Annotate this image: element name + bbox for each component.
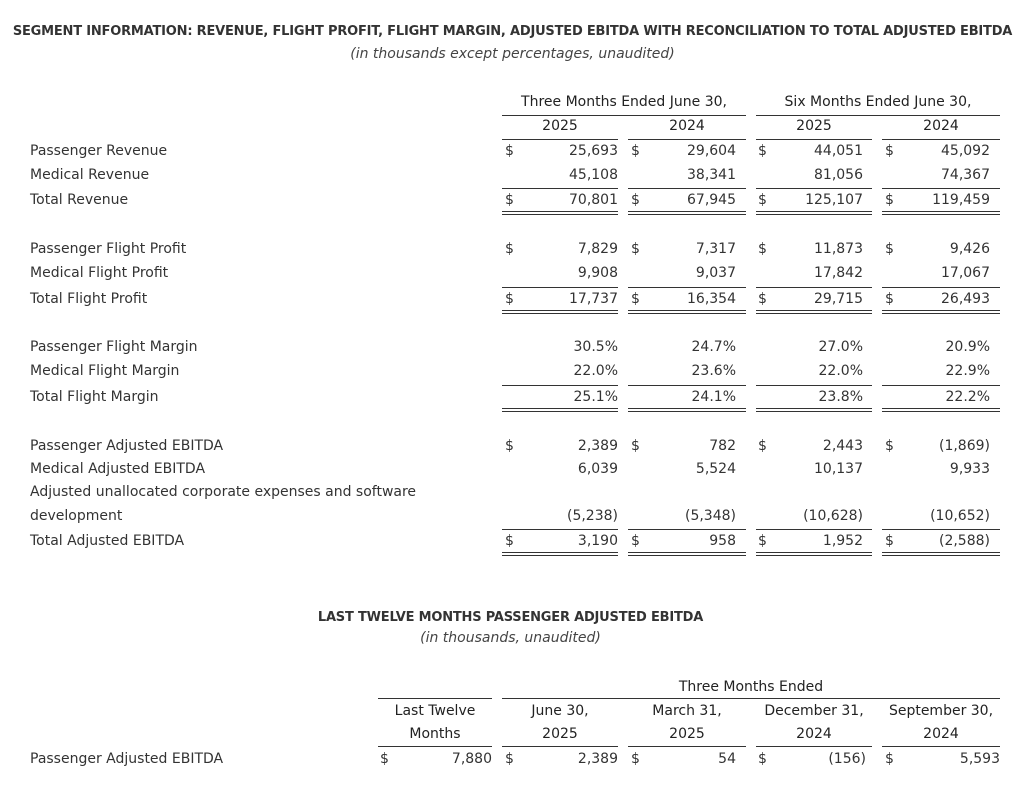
ltm-cell-value: 2,389 (577, 751, 618, 767)
cell-value: 20.9% (945, 339, 990, 355)
currency-symbol: $ (758, 533, 767, 549)
total-double-rule (628, 552, 746, 556)
year-rule (756, 139, 872, 140)
ltm-column-header: December 31, (764, 703, 864, 719)
total-double-rule (882, 408, 1000, 412)
subtotal-rule (756, 188, 872, 189)
currency-symbol: $ (631, 751, 640, 767)
cell-value: 25.1% (573, 389, 618, 405)
subtotal-rule (502, 529, 618, 530)
cell-value: 16,354 (687, 291, 736, 307)
total-double-rule (882, 211, 1000, 215)
currency-symbol: $ (505, 143, 514, 159)
row-label: development (30, 508, 123, 524)
total-double-rule (628, 408, 746, 412)
total-double-rule (882, 310, 1000, 314)
total-double-rule (628, 211, 746, 215)
currency-symbol: $ (758, 751, 767, 767)
cell-value: 17,737 (569, 291, 618, 307)
currency-symbol: $ (885, 241, 894, 257)
currency-symbol: $ (505, 751, 514, 767)
total-double-rule (756, 408, 872, 412)
ltm-cell-value: 5,593 (959, 751, 1000, 767)
currency-symbol: $ (758, 291, 767, 307)
cell-value: 30.5% (573, 339, 618, 355)
cell-value: (10,628) (803, 508, 863, 524)
currency-symbol: $ (885, 533, 894, 549)
cell-value: (1,869) (938, 438, 990, 454)
subtotal-rule (628, 188, 746, 189)
subtotal-rule (756, 529, 872, 530)
cell-value: 17,842 (814, 265, 863, 281)
row-label: Passenger Revenue (30, 143, 168, 159)
subtotal-rule (628, 385, 746, 386)
segment-table-subtitle: (in thousands except percentages, unaudited) (350, 46, 675, 62)
cell-value: 9,933 (949, 461, 990, 477)
cell-value: 27.0% (818, 339, 863, 355)
currency-symbol: $ (380, 751, 389, 767)
ltm-row-label: Passenger Adjusted EBITDA (30, 751, 224, 767)
row-label: Adjusted unallocated corporate expenses and software (30, 484, 417, 500)
currency-symbol: $ (758, 143, 767, 159)
row-label: Passenger Adjusted EBITDA (30, 438, 224, 454)
subtotal-rule (756, 287, 872, 288)
cell-value: 26,493 (941, 291, 990, 307)
subtotal-rule (502, 287, 618, 288)
cell-value: 11,873 (814, 241, 863, 257)
cell-value: 81,056 (814, 167, 863, 183)
cell-value: 38,341 (687, 167, 736, 183)
subtotal-rule (882, 385, 1000, 386)
total-double-rule (756, 211, 872, 215)
ltm-header-rule (502, 746, 618, 747)
year-rule (882, 139, 1000, 140)
header-rule-three (502, 115, 746, 116)
row-label: Passenger Flight Margin (30, 339, 198, 355)
currency-symbol: $ (505, 438, 514, 454)
cell-value: (2,588) (938, 533, 990, 549)
cell-value: 44,051 (814, 143, 863, 159)
subtotal-rule (882, 287, 1000, 288)
ltm-header-rule (378, 746, 492, 747)
header-six-months: Six Months Ended June 30, (784, 94, 972, 110)
currency-symbol: $ (631, 438, 640, 454)
ltm-column-header: Months (409, 726, 461, 742)
row-label: Passenger Flight Profit (30, 241, 187, 257)
cell-value: 7,317 (695, 241, 736, 257)
cell-value: 67,945 (687, 192, 736, 208)
cell-value: 958 (709, 533, 736, 549)
ltm-header-rule (882, 746, 1000, 747)
subtotal-rule (502, 188, 618, 189)
cell-value: (5,238) (566, 508, 618, 524)
cell-value: 5,524 (695, 461, 736, 477)
ltm-header-three-months-ended: Three Months Ended (678, 679, 824, 695)
total-double-rule (502, 552, 618, 556)
currency-symbol: $ (505, 241, 514, 257)
subtotal-rule (502, 385, 618, 386)
row-label: Medical Revenue (30, 167, 150, 183)
ltm-table-title: LAST TWELVE MONTHS PASSENGER ADJUSTED EBITDA (317, 610, 704, 625)
row-label: Total Revenue (30, 192, 129, 208)
year-header: 2025 (796, 118, 832, 134)
currency-symbol: $ (631, 533, 640, 549)
subtotal-rule (882, 188, 1000, 189)
ltm-column-header: 2025 (669, 726, 705, 742)
cell-value: 29,604 (687, 143, 736, 159)
currency-symbol: $ (631, 143, 640, 159)
currency-symbol: $ (758, 438, 767, 454)
cell-value: 23.6% (691, 363, 736, 379)
ltm-column-header: 2024 (923, 726, 959, 742)
subtotal-rule (628, 287, 746, 288)
cell-value: 24.7% (691, 339, 736, 355)
total-double-rule (502, 211, 618, 215)
header-rule-six (756, 115, 1000, 116)
segment-table-title: SEGMENT INFORMATION: REVENUE, FLIGHT PROFIT, FLIGHT MARGIN, ADJUSTED EBITDA WITH RECONCILIATION TO TOTAL ADJUSTED EBITDA (12, 24, 1013, 39)
subtotal-rule (756, 385, 872, 386)
cell-value: 1,952 (822, 533, 863, 549)
ltm-column-header: Last Twelve (394, 703, 476, 719)
row-label: Medical Flight Margin (30, 363, 180, 379)
row-label: Total Flight Margin (30, 389, 159, 405)
total-double-rule (502, 310, 618, 314)
currency-symbol: $ (758, 241, 767, 257)
ltm-header-rule (756, 746, 872, 747)
cell-value: 2,389 (577, 438, 618, 454)
cell-value: 6,039 (577, 461, 618, 477)
row-label: Medical Adjusted EBITDA (30, 461, 206, 477)
ltm-column-header: 2024 (796, 726, 832, 742)
currency-symbol: $ (505, 291, 514, 307)
header-three-months: Three Months Ended June 30, (521, 94, 727, 110)
currency-symbol: $ (885, 143, 894, 159)
currency-symbol: $ (885, 751, 894, 767)
cell-value: 9,037 (695, 265, 736, 281)
cell-value: 22.0% (573, 363, 618, 379)
year-rule (628, 139, 746, 140)
ltm-column-header: September 30, (888, 703, 994, 719)
row-label: Total Adjusted EBITDA (30, 533, 185, 549)
ltm-rule (502, 698, 1000, 699)
cell-value: 3,190 (577, 533, 618, 549)
ltm-cell-value: 54 (718, 751, 736, 767)
ltm-cell-value: 7,880 (451, 751, 492, 767)
cell-value: 125,107 (805, 192, 863, 208)
cell-value: 29,715 (814, 291, 863, 307)
cell-value: 9,426 (949, 241, 990, 257)
cell-value: 24.1% (691, 389, 736, 405)
year-header: 2024 (669, 118, 705, 134)
cell-value: (10,652) (930, 508, 990, 524)
cell-value: 23.8% (818, 389, 863, 405)
ltm-header-rule (628, 746, 746, 747)
subtotal-rule (882, 529, 1000, 530)
ltm-table-subtitle: (in thousands, unaudited) (420, 630, 601, 646)
cell-value: 782 (709, 438, 736, 454)
ltm-column-header: June 30, (531, 703, 589, 719)
cell-value: 22.0% (818, 363, 863, 379)
currency-symbol: $ (505, 533, 514, 549)
ltm-cell-value: (156) (828, 751, 866, 767)
row-label: Medical Flight Profit (30, 265, 169, 281)
subtotal-rule (628, 529, 746, 530)
ltm-column-header: 2025 (542, 726, 578, 742)
total-double-rule (756, 552, 872, 556)
cell-value: 22.2% (945, 389, 990, 405)
cell-value: 7,829 (577, 241, 618, 257)
cell-value: 74,367 (941, 167, 990, 183)
cell-value: 45,092 (941, 143, 990, 159)
cell-value: 2,443 (822, 438, 863, 454)
ltm-column-header: March 31, (652, 703, 722, 719)
cell-value: 22.9% (945, 363, 990, 379)
cell-value: 45,108 (569, 167, 618, 183)
year-rule (502, 139, 618, 140)
cell-value: 10,137 (814, 461, 863, 477)
currency-symbol: $ (631, 291, 640, 307)
cell-value: 9,908 (577, 265, 618, 281)
total-double-rule (882, 552, 1000, 556)
currency-symbol: $ (505, 192, 514, 208)
cell-value: 17,067 (941, 265, 990, 281)
currency-symbol: $ (885, 438, 894, 454)
year-header: 2025 (542, 118, 578, 134)
currency-symbol: $ (885, 291, 894, 307)
cell-value: 70,801 (569, 192, 618, 208)
year-header: 2024 (923, 118, 959, 134)
total-double-rule (756, 310, 872, 314)
currency-symbol: $ (631, 241, 640, 257)
row-label: Total Flight Profit (30, 291, 148, 307)
currency-symbol: $ (758, 192, 767, 208)
cell-value: 119,459 (932, 192, 990, 208)
total-double-rule (628, 310, 746, 314)
cell-value: 25,693 (569, 143, 618, 159)
cell-value: (5,348) (684, 508, 736, 524)
currency-symbol: $ (885, 192, 894, 208)
total-double-rule (502, 408, 618, 412)
ltm-rule (378, 698, 492, 699)
currency-symbol: $ (631, 192, 640, 208)
